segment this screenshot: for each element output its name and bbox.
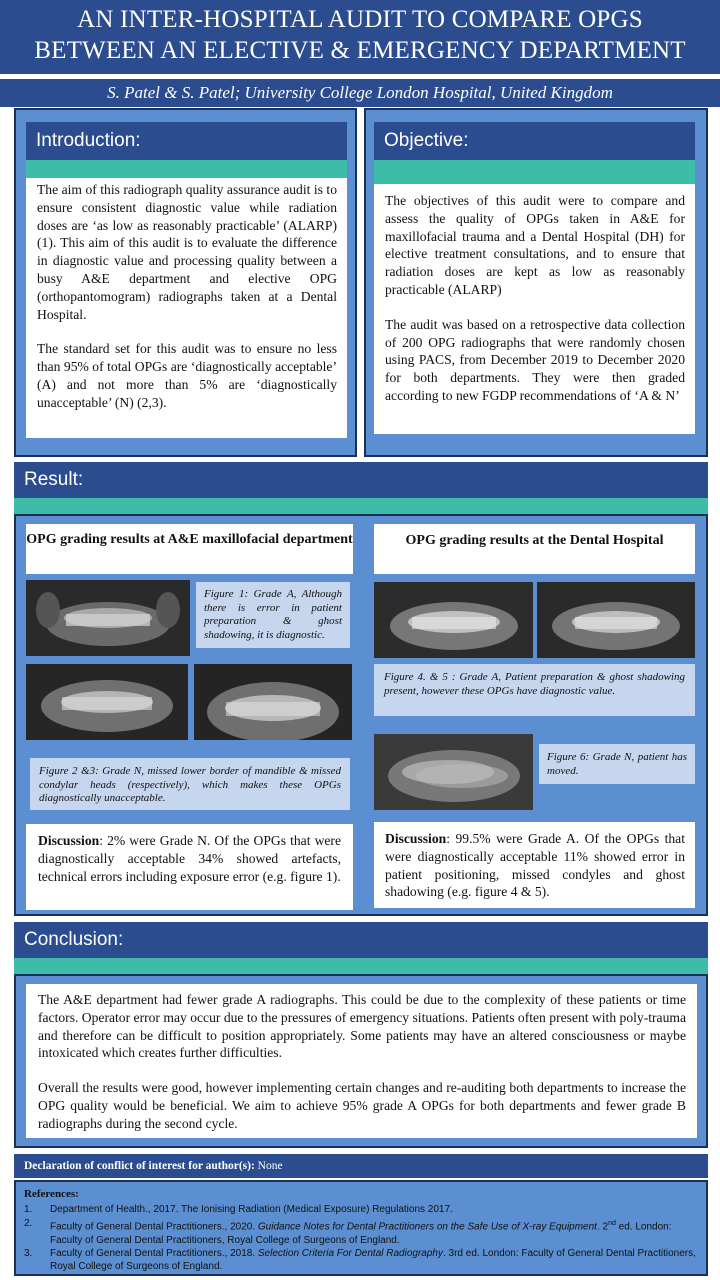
introduction-paragraph-1: The aim of this radiograph quality assurance audit is to ensure consistent diagnostic value while radiation doses are ‘as low as reasonably practicable’ (ALARP) (1). This aim of this audit is to evaluate the difference in diagnostic value and processing quality between a busy A&E department and elective OPG (orthopantomogram) radiographs taken at a Dental Hospital. <box>37 182 337 322</box>
objective-text <box>374 184 695 434</box>
figure-2-3-caption <box>30 758 350 810</box>
figure-3-xray-image <box>194 664 352 740</box>
poster-title <box>0 4 720 66</box>
left-results-title-text: OPG grading results at A&E maxillofacial department <box>26 532 353 547</box>
right-discussion <box>374 822 695 908</box>
result-heading: Result: <box>14 462 708 498</box>
figure-2-radiograph <box>26 664 188 740</box>
references-list <box>24 1203 698 1273</box>
figure-6-xray-image <box>374 734 533 810</box>
right-results-title-text: OPG grading results at the Dental Hospital <box>405 533 664 548</box>
introduction-paragraph-2: The standard set for this audit was to ensure no less than 95% of total OPGs are ‘diagnostically acceptable’ (A) and not more than 5% are ‘diagnostically unacceptable’ (N) (2,3). <box>37 341 337 410</box>
references-panel <box>14 1180 708 1276</box>
figure-4-5-caption-text: Figure 4. & 5 : Grade A, Patient preparation & ghost shadowing present, however these OPGs have diagnostic value. <box>384 671 685 697</box>
figure-4-radiograph <box>374 582 533 658</box>
left-results-title <box>26 524 353 574</box>
authors-line: S. Patel & S. Patel; University College London Hospital, United Kingdom <box>0 79 720 107</box>
result-accent-bar <box>14 498 708 514</box>
title-line-1: AN INTER-HOSPITAL AUDIT TO COMPARE OPGS <box>77 6 643 33</box>
right-discussion-text: : 99.5% were Grade A. Of the OPGs that were diagnostically acceptable 11% showed error in patient positioning, missed condyles and ghost shadowing (e.g. figure 4 & 5). <box>385 831 685 900</box>
reference-superscript: nd <box>608 1219 616 1227</box>
conclusion-heading: Conclusion: <box>14 922 708 958</box>
figure-2-xray-image <box>26 664 188 740</box>
reference-text: Faculty of General Dental Practitioners., 2020. <box>50 1221 258 1233</box>
figure-4-5-caption <box>374 664 695 716</box>
reference-title: Selection Criteria For Dental Radiography <box>257 1247 443 1259</box>
conclusion-text <box>26 984 697 1138</box>
conclusion-paragraph-1: The A&E department had fewer grade A radiographs. This could be due to the complexity of these patients or time factors. Operator error may occur due to the pressures of emergency situations. Patients often present with poly-trauma and therefore can be difficult to position appropriately. Some patients may have an altered consciousness or maybe intoxicated which creates further difficulties. <box>38 992 686 1061</box>
figure-6-caption <box>539 744 695 784</box>
reference-text: . 3rd ed. London: Faculty of General Dental Practitioners, Royal College of Surgeons of England. <box>50 1247 696 1273</box>
reference-text: Faculty of General Dental Practitioners., 2018. <box>50 1247 258 1259</box>
declaration-label: Declaration of conflict of interest for author(s): <box>24 1160 255 1172</box>
right-discussion-label: Discussion <box>385 831 447 846</box>
declaration-value: None <box>254 1160 283 1172</box>
figure-1-xray-image <box>26 580 190 656</box>
objective-paragraph-1: The objectives of this audit were to compare and assess the quality of OPGs taken in A&E for maxillofacial trauma and a Dental Hospital (DH) for elective treatment consultations, and to ensure that radiation doses are kept as low as reasonably practicable (ALARP) <box>385 193 685 297</box>
figure-5-xray-image <box>537 582 695 658</box>
figure-1-caption-text: Figure 1: Grade A, Although there is error in patient preparation & ghost shadowing, it is diagnostic. <box>204 588 342 641</box>
reference-number: 1. <box>24 1204 33 1216</box>
figure-4-xray-image <box>374 582 533 658</box>
reference-text: ed. London: Faculty of General Dental Practitioners, Royal College of Surgeons of England. <box>50 1221 672 1246</box>
reference-text: . 2 <box>596 1221 609 1233</box>
reference-item <box>24 1203 698 1216</box>
figure-2-3-caption-text: Figure 2 &3: Grade N, missed lower border of mandible & missed condylar heads (respectively), which makes these OPGs diagnostically unacceptable. <box>39 765 341 804</box>
left-discussion-text: : 2% were Grade N. Of the OPGs that were diagnostically acceptable 34% showed artefacts, technical errors including exposure error (e.g. figure 1). <box>38 833 341 884</box>
introduction-accent-bar <box>26 160 347 178</box>
objective-heading: Objective: <box>374 122 695 160</box>
figure-6-radiograph <box>374 734 533 810</box>
figure-5-radiograph <box>537 582 695 658</box>
title-line-2: BETWEEN AN ELECTIVE & EMERGENCY DEPARTMENT <box>34 37 686 64</box>
figure-1-radiograph <box>26 580 190 656</box>
references-heading: References: <box>24 1188 79 1200</box>
objective-accent-bar <box>374 160 695 184</box>
figure-6-caption-text: Figure 6: Grade N, patient has moved. <box>547 751 687 777</box>
figure-3-radiograph <box>194 664 352 740</box>
conclusion-paragraph-2: Overall the results were good, however implementing certain changes and re-auditing both departments to increase the OPG quality would be beneficial. We aim to achieve 95% grade A OPGs for both departments and fewer grade B radiographs during the second cycle. <box>38 1080 686 1131</box>
reference-text: Department of Health., 2017. The Ionising Radiation (Medical Exposure) Regulations 2017. <box>50 1204 453 1216</box>
left-discussion-label: Discussion <box>38 833 100 848</box>
introduction-text <box>26 178 347 438</box>
declaration-bar <box>14 1154 708 1178</box>
right-results-title <box>374 524 695 574</box>
objective-paragraph-2: The audit was based on a retrospective data collection of 200 OPG radiographs that were randomly chosen using PACS, from December 2019 to December 2020 for both departments. They were then graded according to new FGDP recommendations of ‘A & N’ <box>385 316 685 403</box>
reference-number: 2. <box>24 1217 33 1229</box>
reference-item <box>24 1217 698 1247</box>
reference-title: Guidance Notes for Dental Practitioners on the Safe Use of X-ray Equipment <box>257 1221 597 1233</box>
introduction-heading: Introduction: <box>26 122 347 160</box>
figure-1-caption <box>196 582 350 648</box>
left-discussion <box>26 824 353 910</box>
reference-item <box>24 1247 698 1274</box>
conclusion-accent-bar <box>14 958 708 974</box>
reference-number: 3. <box>24 1247 33 1259</box>
